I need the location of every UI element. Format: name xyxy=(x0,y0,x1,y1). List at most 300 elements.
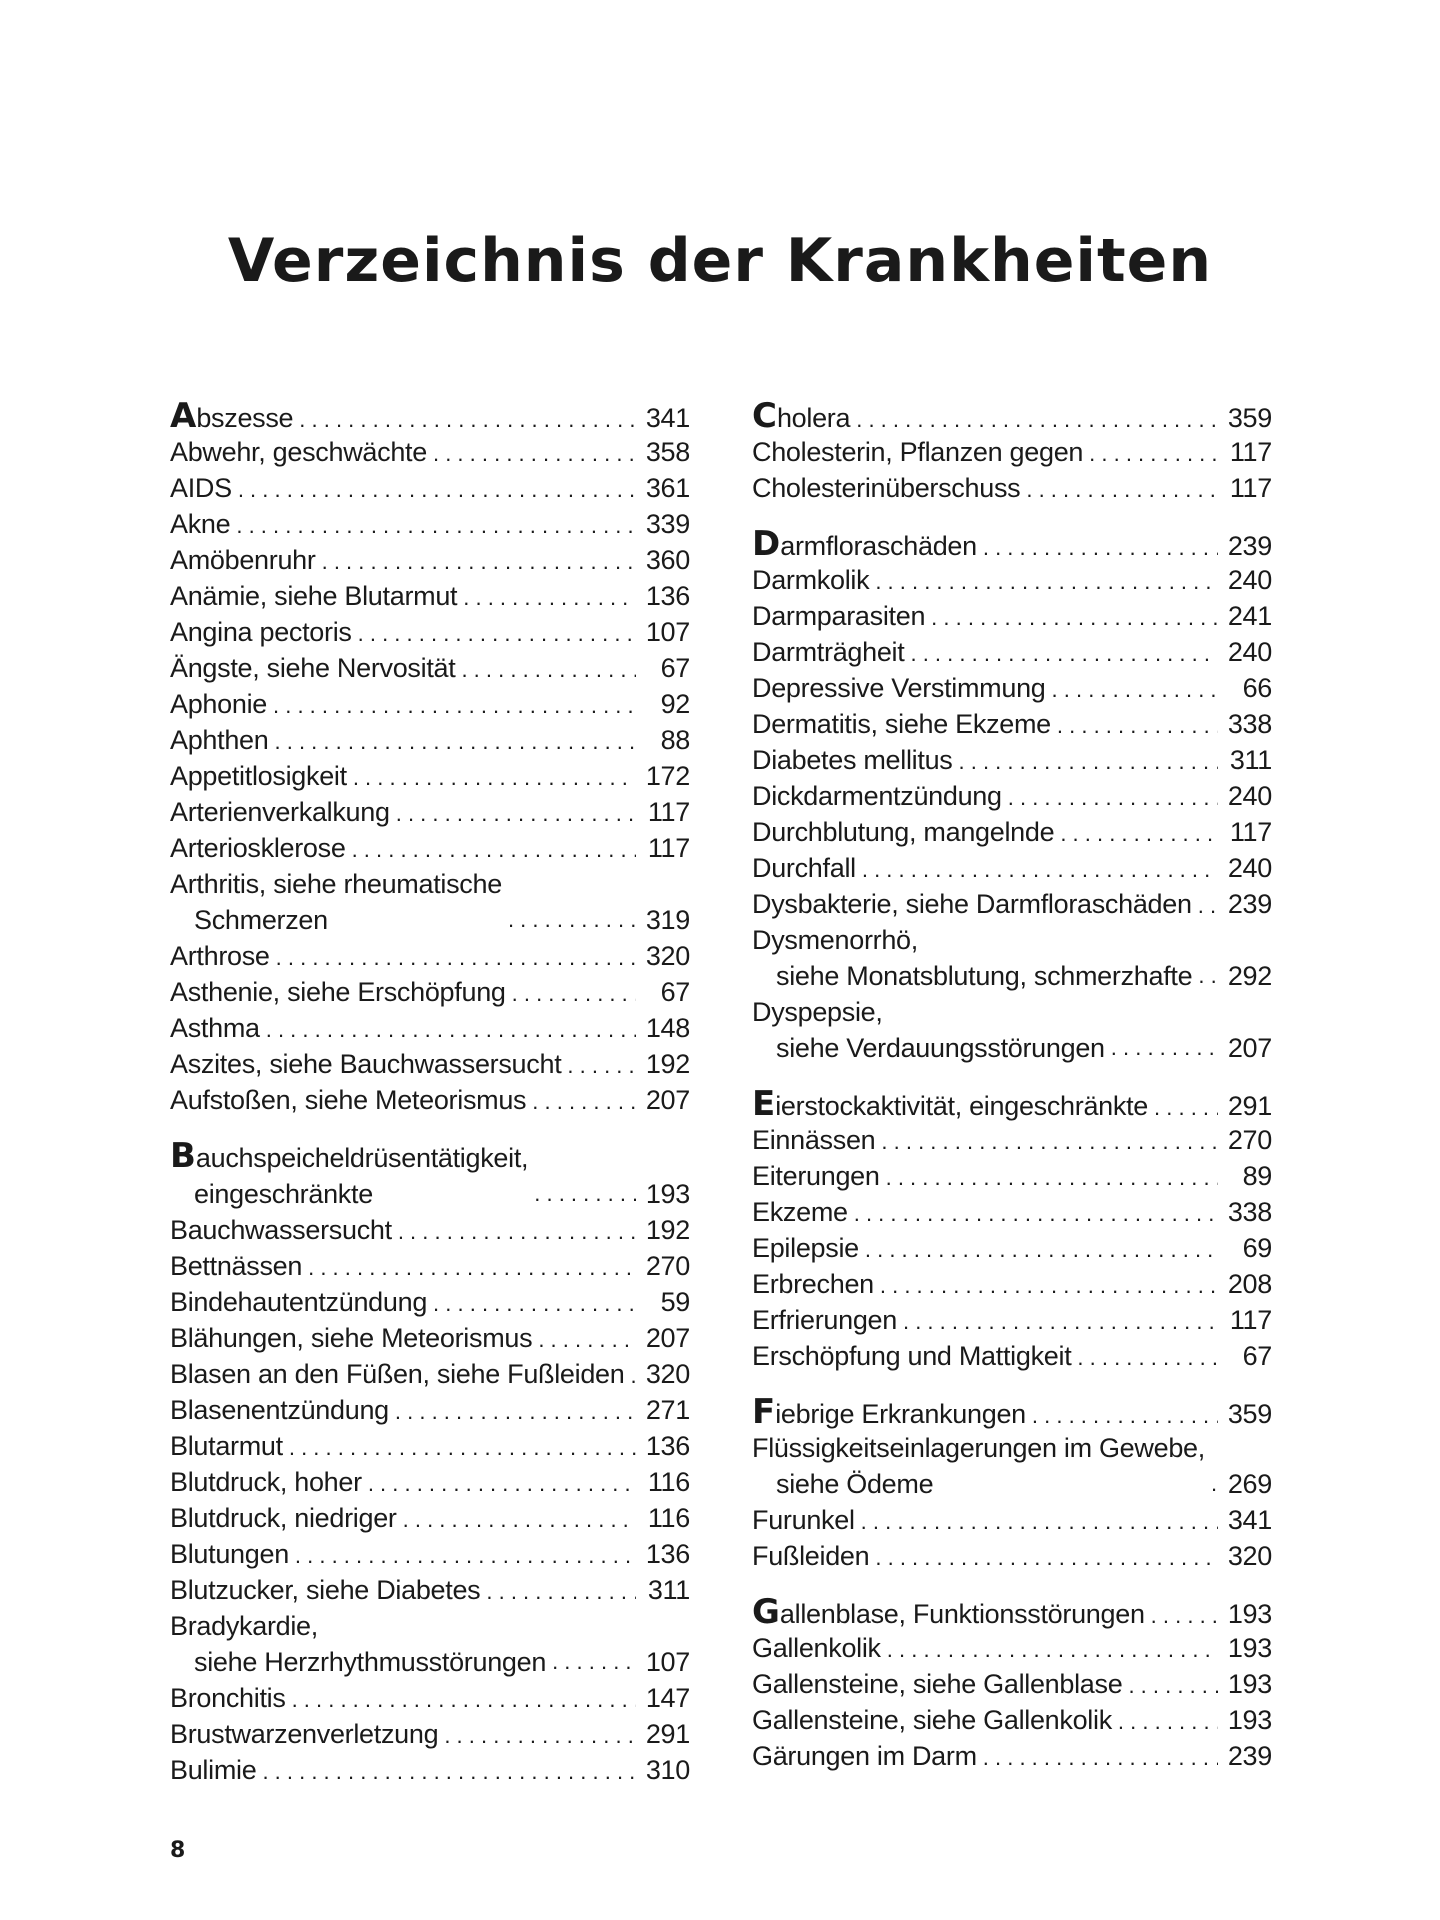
index-entry xyxy=(170,866,690,938)
entry-label xyxy=(752,670,1046,706)
leader-dots xyxy=(1057,708,1218,744)
leader-dots xyxy=(880,1268,1218,1304)
entry-page-number: 359 xyxy=(1227,1399,1272,1429)
index-entry xyxy=(752,814,1272,850)
letter-group-a xyxy=(170,398,690,1118)
index-entry xyxy=(752,1502,1272,1538)
entry-page-number: 107 xyxy=(645,617,690,647)
entry-term: Durchfall xyxy=(752,853,856,883)
entry-label xyxy=(752,526,977,564)
entry-label xyxy=(170,1010,260,1046)
leader-dots xyxy=(532,1084,636,1120)
index-entry xyxy=(170,1138,690,1212)
entry-label xyxy=(752,470,1020,506)
leader-dots xyxy=(959,744,1219,780)
entry-page-number: 117 xyxy=(1229,473,1272,503)
index-entry xyxy=(170,506,690,542)
leader-dots xyxy=(433,436,636,472)
entry-page-number: 116 xyxy=(647,1503,690,1533)
leader-dots xyxy=(292,1682,636,1718)
entry-label xyxy=(170,794,390,830)
leader-dots xyxy=(289,1430,636,1466)
entry-term: Abszesse xyxy=(170,396,294,436)
entry-page-number: 291 xyxy=(1227,1091,1272,1121)
entry-page-number: 207 xyxy=(645,1323,690,1353)
leader-dots xyxy=(886,1160,1218,1196)
entry-page-number: 193 xyxy=(1227,1669,1272,1699)
index-entry xyxy=(170,398,690,434)
leader-dots xyxy=(552,1644,636,1680)
page-number: 8 xyxy=(170,1838,186,1863)
entry-page-number: 192 xyxy=(645,1215,690,1245)
entry-page-number: 192 xyxy=(645,1049,690,1079)
entry-label xyxy=(752,1194,848,1230)
entry-page-number: 107 xyxy=(645,1647,690,1677)
index-entry xyxy=(170,1010,690,1046)
entry-page-number: 136 xyxy=(645,1539,690,1569)
entry-page-number: 147 xyxy=(645,1683,690,1713)
entry-label xyxy=(170,1356,625,1392)
entry-label xyxy=(170,1716,438,1752)
entry-page-number: 292 xyxy=(1227,961,1272,991)
leader-dots xyxy=(1077,1340,1218,1376)
entry-page-number: 341 xyxy=(1227,1505,1272,1535)
index-entry xyxy=(752,1338,1272,1374)
index-entry xyxy=(752,994,1272,1066)
entry-label xyxy=(752,886,1192,922)
entry-page-number: 310 xyxy=(645,1755,690,1785)
leader-dots xyxy=(352,832,636,868)
entry-term-continued: siehe Verdauungsstörungen xyxy=(776,1033,1105,1063)
entry-term-continued: siehe Monatsblutung, schmerzhafte xyxy=(776,961,1193,991)
leader-dots xyxy=(444,1718,636,1754)
entry-label xyxy=(170,578,457,614)
entry-page-number: 270 xyxy=(645,1251,690,1281)
entry-page-number: 117 xyxy=(1229,1305,1272,1335)
entry-term: Blasenentzündung xyxy=(170,1395,389,1425)
index-entry xyxy=(752,1538,1272,1574)
leader-dots xyxy=(486,1574,636,1610)
index-entry xyxy=(752,1594,1272,1630)
entry-term: Darmparasiten xyxy=(752,601,926,631)
section-initial-letter: A xyxy=(170,396,197,436)
index-entry xyxy=(752,1302,1272,1338)
entry-page-number: 320 xyxy=(645,941,690,971)
entry-term: Asthenie, siehe Erschöpfung xyxy=(170,977,506,1007)
index-entry xyxy=(170,1752,690,1788)
entry-page-number: 341 xyxy=(645,403,690,433)
entry-term: Ekzeme xyxy=(752,1197,848,1227)
index-entry xyxy=(170,650,690,686)
entry-label xyxy=(170,1392,389,1428)
entry-page-number: 239 xyxy=(1227,889,1272,919)
leader-dots xyxy=(273,688,636,724)
entry-term: Flüssigkeitseinlagerungen im Gewebe, xyxy=(752,1433,1205,1463)
entry-page-number: 241 xyxy=(1227,601,1272,631)
entry-label xyxy=(170,1248,302,1284)
index-entry xyxy=(170,542,690,578)
entry-label xyxy=(752,1594,1145,1632)
entry-page-number: 69 xyxy=(1242,1233,1272,1263)
entry-page-number: 269 xyxy=(1227,1469,1272,1499)
entry-page-number: 117 xyxy=(647,833,690,863)
letter-group-d xyxy=(752,526,1272,1066)
entry-term: Darmkolik xyxy=(752,565,870,595)
entry-page-number: 59 xyxy=(660,1287,690,1317)
entry-term: Aszites, siehe Bauchwassersucht xyxy=(170,1049,562,1079)
index-entry xyxy=(752,670,1272,706)
entry-term: Amöbenruhr xyxy=(170,545,316,575)
entry-term: Blutdruck, hoher xyxy=(170,1467,362,1497)
index-entry xyxy=(752,778,1272,814)
entry-page-number: 311 xyxy=(1229,745,1272,775)
entry-label xyxy=(752,1430,1205,1502)
entry-page-number: 207 xyxy=(645,1085,690,1115)
leader-dots xyxy=(262,1754,636,1790)
leader-dots xyxy=(398,1214,636,1250)
leader-dots xyxy=(1026,472,1218,508)
index-entry xyxy=(752,1122,1272,1158)
leader-dots xyxy=(236,508,636,544)
entry-label xyxy=(170,938,270,974)
leader-dots xyxy=(396,796,636,832)
entry-term: Dysbakterie, siehe Darmfloraschäden xyxy=(752,889,1192,919)
leader-dots xyxy=(1211,1466,1218,1502)
entry-label xyxy=(752,922,1192,994)
entry-term: Gallenblase, Funktionsstörungen xyxy=(752,1592,1145,1632)
entry-term: Bettnässen xyxy=(170,1251,303,1281)
letter-group-g xyxy=(752,1594,1272,1774)
entry-term: Epilepsie xyxy=(752,1233,859,1263)
entry-term: Bronchitis xyxy=(170,1683,286,1713)
entry-page-number: 207 xyxy=(1227,1033,1272,1063)
entry-page-number: 148 xyxy=(645,1013,690,1043)
index-entry xyxy=(752,1666,1272,1702)
entry-label xyxy=(752,434,1083,470)
index-entry xyxy=(170,1536,690,1572)
entry-term-continued: siehe Herzrhythmusstörungen xyxy=(194,1647,547,1677)
leader-dots xyxy=(903,1304,1218,1340)
entry-term: Cholesterin, Pflanzen gegen xyxy=(752,437,1084,467)
entry-page-number: 67 xyxy=(660,977,690,1007)
entry-label xyxy=(752,706,1051,742)
entry-label xyxy=(170,542,316,578)
index-entry xyxy=(170,686,690,722)
entry-term-continued: Schmerzen xyxy=(194,905,328,935)
leader-dots xyxy=(887,1632,1218,1668)
leader-dots xyxy=(1089,436,1218,472)
entry-label xyxy=(170,1284,427,1320)
index-entry xyxy=(752,1266,1272,1302)
leader-dots xyxy=(308,1250,636,1286)
leader-dots xyxy=(295,1538,636,1574)
entry-label xyxy=(752,1338,1071,1374)
entry-term: Dickdarmentzündung xyxy=(752,781,1002,811)
index-entry xyxy=(170,470,690,506)
entry-term: Cholera xyxy=(752,396,851,436)
entry-label xyxy=(170,1608,546,1680)
entry-page-number: 239 xyxy=(1227,531,1272,561)
section-initial-letter: D xyxy=(752,524,781,564)
index-entry xyxy=(752,1430,1272,1502)
leader-dots xyxy=(433,1286,636,1322)
index-entry xyxy=(170,1608,690,1680)
index-entry xyxy=(752,470,1272,506)
entry-label xyxy=(170,866,502,938)
entry-label xyxy=(170,686,267,722)
index-entry xyxy=(752,850,1272,886)
entry-label xyxy=(170,1680,286,1716)
leader-dots xyxy=(403,1502,636,1538)
leader-dots xyxy=(1128,1668,1218,1704)
entry-label xyxy=(170,506,230,542)
section-initial-letter: E xyxy=(752,1084,776,1124)
entry-page-number: 361 xyxy=(645,473,690,503)
entry-page-number: 92 xyxy=(660,689,690,719)
leader-dots xyxy=(1032,1398,1218,1434)
index-entry xyxy=(752,1194,1272,1230)
entry-term-continued: siehe Ödeme xyxy=(776,1469,934,1499)
section-initial-letter: G xyxy=(752,1592,780,1632)
leader-dots xyxy=(910,636,1218,672)
index-entry xyxy=(170,1082,690,1118)
entry-label xyxy=(170,434,427,470)
entry-label xyxy=(170,1046,561,1082)
leader-dots xyxy=(861,1504,1218,1540)
entry-term: Ängste, siehe Nervosität xyxy=(170,653,456,683)
index-entry xyxy=(170,830,690,866)
entry-label xyxy=(170,974,506,1010)
entry-label xyxy=(752,814,1054,850)
entry-page-number: 358 xyxy=(645,437,690,467)
entry-label xyxy=(170,830,346,866)
letter-group-b xyxy=(170,1138,690,1788)
entry-label xyxy=(170,1752,256,1788)
index-entry xyxy=(752,562,1272,598)
index-entry xyxy=(752,1158,1272,1194)
leader-dots xyxy=(275,724,637,760)
entry-label xyxy=(170,1082,526,1118)
entry-term: Darmträgheit xyxy=(752,637,905,667)
entry-page-number: 117 xyxy=(1229,817,1272,847)
entry-page-number: 240 xyxy=(1227,637,1272,667)
entry-term: Bauchspeicheldrüsentätigkeit, xyxy=(170,1136,529,1176)
entry-term: Arthritis, siehe rheumatische xyxy=(170,869,502,899)
entry-term: Eiterungen xyxy=(752,1161,880,1191)
index-entry xyxy=(170,1356,690,1392)
index-entry xyxy=(752,886,1272,922)
entry-page-number: 136 xyxy=(645,1431,690,1461)
entry-term: Fußleiden xyxy=(752,1541,870,1571)
entry-label xyxy=(170,1138,528,1212)
entry-term: Bindehautentzündung xyxy=(170,1287,428,1317)
index-entry xyxy=(752,634,1272,670)
entry-label xyxy=(170,1464,362,1500)
entry-page-number: 116 xyxy=(647,1467,690,1497)
leader-dots xyxy=(538,1322,636,1358)
entry-term: Erfrierungen xyxy=(752,1305,897,1335)
leader-dots xyxy=(631,1358,637,1394)
leader-dots xyxy=(322,544,636,580)
entry-label xyxy=(170,1320,532,1356)
entry-term: Angina pectoris xyxy=(170,617,352,647)
entry-term: Erschöpfung und Mattigkeit xyxy=(752,1341,1072,1371)
index-entry xyxy=(170,758,690,794)
letter-group-f xyxy=(752,1394,1272,1574)
entry-term: Bulimie xyxy=(170,1755,257,1785)
leader-dots xyxy=(856,402,1218,438)
entry-page-number: 291 xyxy=(645,1719,690,1749)
entry-term: Gallensteine, siehe Gallenkolik xyxy=(752,1705,1112,1735)
section-initial-letter: B xyxy=(170,1136,196,1176)
leader-dots xyxy=(1118,1704,1218,1740)
entry-label xyxy=(752,850,856,886)
index-entry xyxy=(752,434,1272,470)
entry-label xyxy=(752,1666,1122,1702)
index-entry xyxy=(170,1464,690,1500)
entry-page-number: 88 xyxy=(660,725,690,755)
entry-page-number: 338 xyxy=(1227,709,1272,739)
leader-dots xyxy=(983,1740,1218,1776)
entry-term: Akne xyxy=(170,509,231,539)
entry-term: Blutarmut xyxy=(170,1431,283,1461)
entry-page-number: 67 xyxy=(660,653,690,683)
entry-term: Arthrose xyxy=(170,941,270,971)
entry-label xyxy=(752,1394,1026,1432)
entry-page-number: 339 xyxy=(645,509,690,539)
entry-page-number: 67 xyxy=(1242,1341,1272,1371)
entry-label xyxy=(752,1702,1112,1738)
entry-page-number: 136 xyxy=(645,581,690,611)
entry-label xyxy=(752,634,904,670)
entry-label xyxy=(170,1536,289,1572)
leader-dots xyxy=(1198,958,1218,994)
entry-label xyxy=(752,742,953,778)
entry-page-number: 117 xyxy=(647,797,690,827)
entry-page-number: 89 xyxy=(1242,1161,1272,1191)
index-column-right xyxy=(752,398,1272,1794)
entry-label xyxy=(752,1538,869,1574)
leader-dots xyxy=(266,1012,636,1048)
leader-dots xyxy=(508,902,636,938)
leader-dots xyxy=(353,760,636,796)
leader-dots xyxy=(1060,816,1218,852)
leader-dots xyxy=(931,600,1218,636)
entry-label xyxy=(752,1266,874,1302)
leader-dots xyxy=(865,1232,1218,1268)
entry-label xyxy=(752,778,1002,814)
index-entry xyxy=(170,1248,690,1284)
entry-label xyxy=(752,994,1105,1066)
index-entry xyxy=(170,1572,690,1608)
entry-label xyxy=(752,598,925,634)
entry-term: Bradykardie, xyxy=(170,1611,318,1641)
index-entry xyxy=(170,1284,690,1320)
entry-term-continued: eingeschränkte xyxy=(194,1179,373,1209)
entry-term: Abwehr, geschwächte xyxy=(170,437,427,467)
entry-label xyxy=(170,758,347,794)
leader-dots xyxy=(983,530,1218,566)
leader-dots xyxy=(276,940,636,976)
leader-dots xyxy=(1151,1598,1218,1634)
entry-term: AIDS xyxy=(170,473,232,503)
entry-term: Dysmenorrhö, xyxy=(752,925,918,955)
entry-term: Diabetes mellitus xyxy=(752,745,953,775)
entry-page-number: 193 xyxy=(1227,1633,1272,1663)
entry-term: Arteriosklerose xyxy=(170,833,346,863)
index-entry xyxy=(752,1630,1272,1666)
entry-term: Fiebrige Erkrankungen xyxy=(752,1392,1026,1432)
leader-dots xyxy=(875,564,1218,600)
index-entry xyxy=(170,1212,690,1248)
entry-label xyxy=(752,1122,875,1158)
entry-label xyxy=(170,1572,480,1608)
leader-dots xyxy=(512,976,636,1012)
entry-page-number: 319 xyxy=(645,905,690,935)
entry-page-number: 320 xyxy=(1227,1541,1272,1571)
index-entry xyxy=(752,526,1272,562)
leader-dots xyxy=(299,402,636,438)
leader-dots xyxy=(1198,888,1218,924)
index-entry xyxy=(170,1500,690,1536)
index-entry xyxy=(170,614,690,650)
entry-term: Bauchwassersucht xyxy=(170,1215,392,1245)
entry-term: Eierstockaktivität, eingeschränkte xyxy=(752,1084,1149,1124)
index-entry xyxy=(752,1702,1272,1738)
index-entry xyxy=(170,1320,690,1356)
entry-term: Darmfloraschäden xyxy=(752,524,977,564)
entry-term: Gallenkolik xyxy=(752,1633,881,1663)
entry-page-number: 270 xyxy=(1227,1125,1272,1155)
entry-term: Einnässen xyxy=(752,1125,876,1155)
entry-page-number: 193 xyxy=(645,1179,690,1209)
leader-dots xyxy=(1052,672,1218,708)
leader-dots xyxy=(395,1394,636,1430)
entry-page-number: 66 xyxy=(1242,673,1272,703)
index-entry xyxy=(170,578,690,614)
entry-page-number: 320 xyxy=(645,1359,690,1389)
entry-label xyxy=(752,1302,897,1338)
leader-dots xyxy=(1008,780,1218,816)
entry-page-number: 193 xyxy=(1227,1599,1272,1629)
entry-page-number: 239 xyxy=(1227,1741,1272,1771)
letter-group-e xyxy=(752,1086,1272,1374)
leader-dots xyxy=(875,1540,1218,1576)
page-title: Verzeichnis der Krankheiten xyxy=(227,226,1213,296)
entry-term: Arterienverkalkung xyxy=(170,797,390,827)
leader-dots xyxy=(534,1176,636,1212)
entry-page-number: 240 xyxy=(1227,781,1272,811)
entry-term: Aufstoßen, siehe Meteorismus xyxy=(170,1085,527,1115)
entry-term: Brustwarzenverletzung xyxy=(170,1719,439,1749)
entry-page-number: 311 xyxy=(647,1575,690,1605)
entry-term: Blutungen xyxy=(170,1539,289,1569)
leader-dots xyxy=(358,616,636,652)
entry-label xyxy=(752,1630,881,1666)
entry-term: Gallensteine, siehe Gallenblase xyxy=(752,1669,1123,1699)
index-entry xyxy=(170,1428,690,1464)
entry-label xyxy=(752,1230,859,1266)
entry-term: Depressive Verstimmung xyxy=(752,673,1046,703)
entry-page-number: 117 xyxy=(1229,437,1272,467)
leader-dots xyxy=(368,1466,636,1502)
leader-dots xyxy=(881,1124,1218,1160)
entry-page-number: 208 xyxy=(1227,1269,1272,1299)
entry-term: Durchblutung, mangelnde xyxy=(752,817,1055,847)
leader-dots xyxy=(238,472,636,508)
entry-page-number: 338 xyxy=(1227,1197,1272,1227)
entry-page-number: 240 xyxy=(1227,853,1272,883)
